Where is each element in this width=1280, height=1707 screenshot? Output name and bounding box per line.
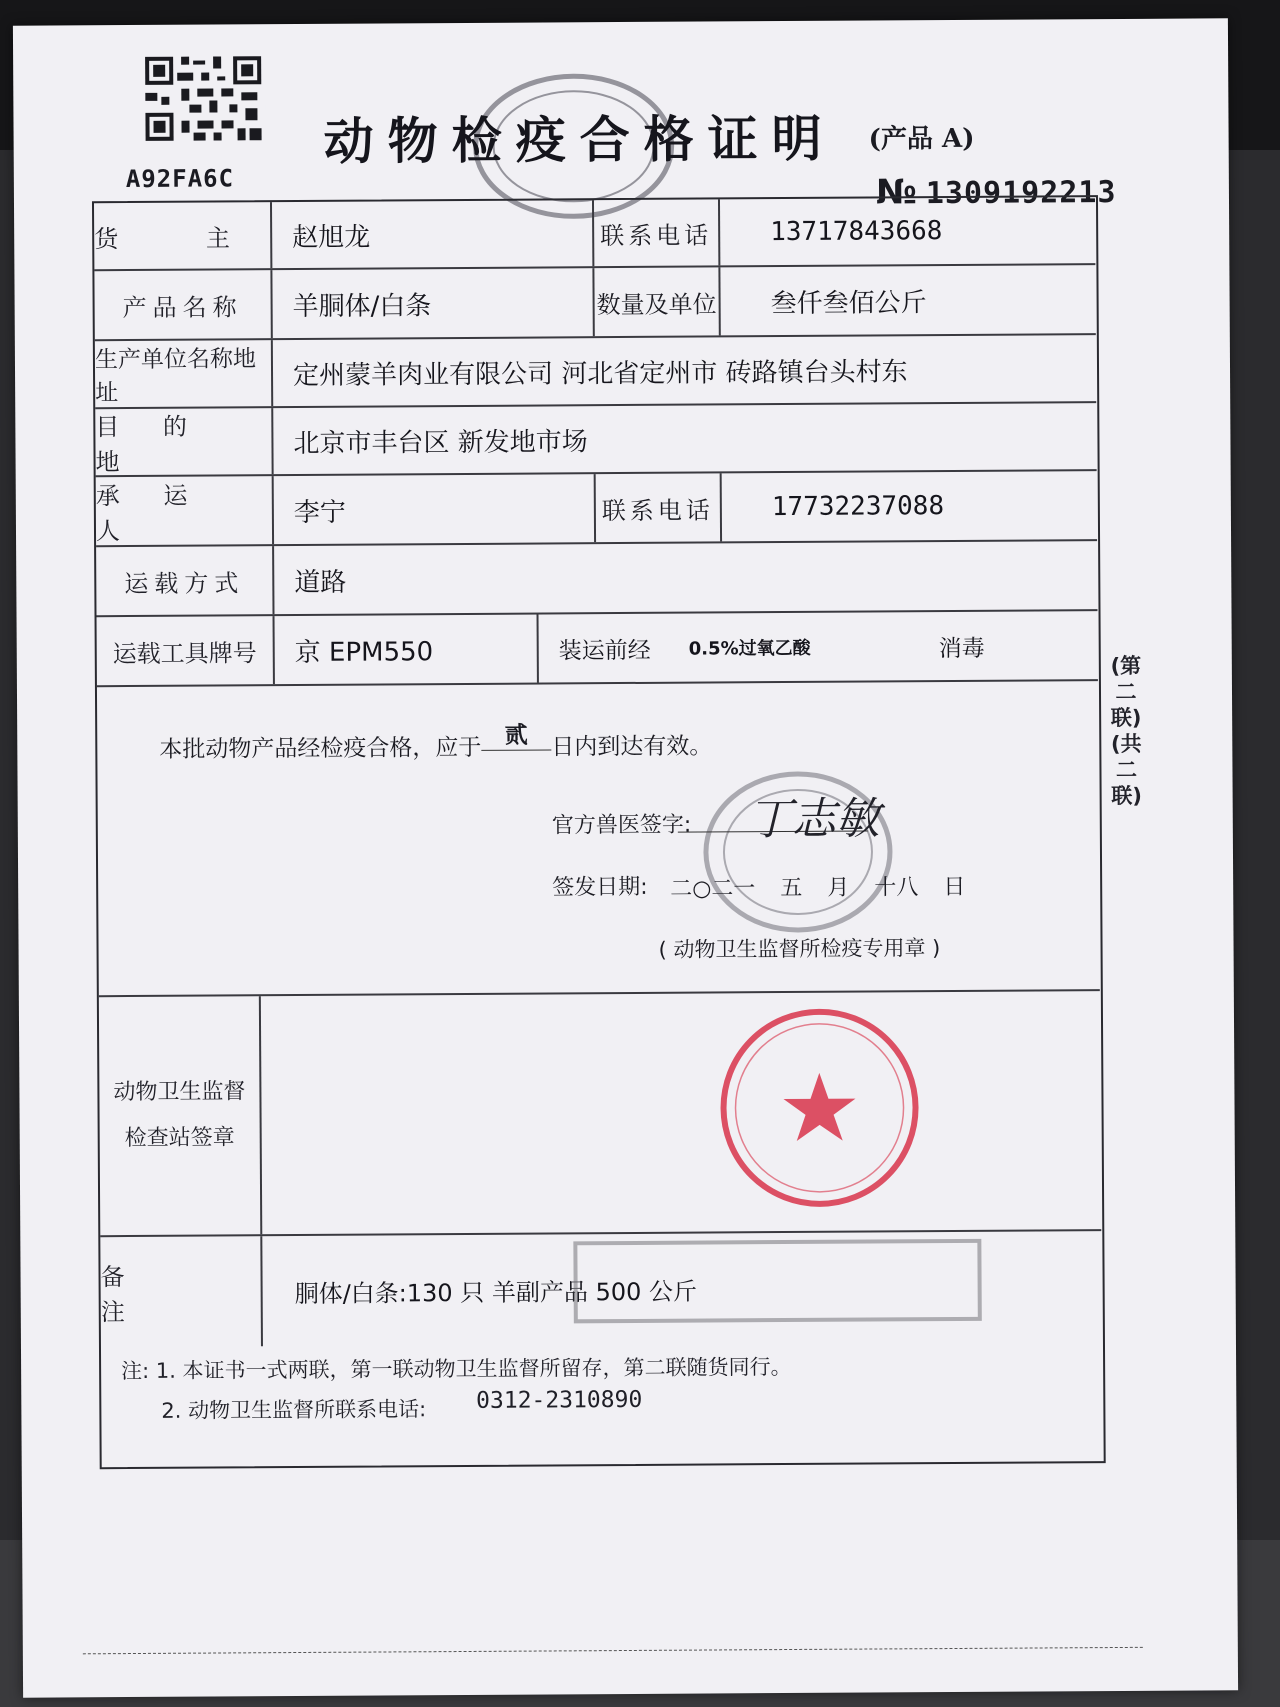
- disinfect-suffix: 消毒: [938, 635, 985, 662]
- validity-statement: [159, 722, 713, 764]
- transport-row: [96, 541, 1097, 617]
- plate-label: 运载工具牌号: [97, 616, 275, 685]
- transport-value: 道路: [294, 567, 347, 598]
- footnote-1: 注: 1. 本证书一式两联，第一联动物卫生监督所留存，第二联随货同行。: [121, 1354, 792, 1384]
- owner-phone: 13717843668: [770, 216, 943, 248]
- owner-value: 赵旭龙: [292, 222, 371, 253]
- product-label: 产品名称: [94, 270, 272, 339]
- issue-date-label: 签发日期:: [552, 874, 648, 901]
- station-label: [99, 996, 262, 1235]
- producer-value: 定州蒙羊肉业有限公司 河北省定州市 砖路镇台头村东: [292, 356, 908, 391]
- footnote-2-phone: 0312-2310890: [476, 1386, 643, 1414]
- grey-rectangle-stamp-icon: [572, 1238, 983, 1325]
- bottom-perforation-line: [83, 1647, 1143, 1654]
- producer-row: [95, 335, 1096, 409]
- carrier-phone: 17732237088: [771, 491, 945, 523]
- validity-prefix: 本批动物产品经检疫合格，应于: [159, 734, 482, 763]
- serial-number-value: 1309192213: [925, 174, 1117, 212]
- owner-label: 货 主: [94, 202, 272, 269]
- carrier-label: 承 运 人: [96, 476, 274, 545]
- quantity-label: 数量及单位: [592, 267, 720, 336]
- company-red-seal-icon: [714, 1002, 925, 1213]
- disinfect-agent: 0.5%过氧乙酸: [688, 637, 811, 660]
- plate-value: 京 EPM550: [275, 615, 539, 685]
- carrier-row: [96, 471, 1097, 547]
- carrier-value: 李宁: [293, 497, 346, 528]
- validity-suffix: 日内到达有效。: [551, 733, 713, 761]
- product-value: 羊胴体/白条: [292, 290, 432, 322]
- owner-phone-label: 联系电话: [592, 199, 720, 266]
- transport-label: 运载方式: [96, 546, 274, 615]
- vet-signature: 丁志敏: [747, 793, 880, 846]
- disinfect-label: 装运前经: [558, 637, 651, 664]
- station-label-line1: 动物卫生监督: [113, 1079, 246, 1106]
- serial-prefix: №: [875, 172, 918, 213]
- certificate-table: [92, 195, 1106, 1469]
- destination-label: 目 的 地: [95, 408, 273, 475]
- remark-label: 备注: [100, 1236, 263, 1347]
- certification-area: [97, 681, 1100, 997]
- document-title: 动物检疫合格证明: [323, 108, 836, 171]
- carrier-phone-label: 联系电话: [594, 473, 722, 542]
- qr-code-icon: [141, 52, 266, 145]
- document-code-id: A92FA6C: [125, 164, 235, 194]
- product-row: [94, 265, 1095, 341]
- station-sign-area: [99, 991, 1101, 1237]
- producer-label: 生产单位名称地址: [95, 340, 273, 407]
- remark-row: [100, 1231, 1102, 1347]
- owner-row: [94, 197, 1095, 271]
- station-label-line2: 检查站签章: [124, 1125, 235, 1152]
- document-title-suffix: (产品 A): [868, 123, 975, 155]
- issue-date: 二○二一 五 月 十八 日: [670, 874, 966, 902]
- footnote-2-text: 2. 动物卫生监督所联系电话:: [161, 1397, 427, 1423]
- copy-side-note: (第二联)(共二联): [1110, 653, 1143, 809]
- footnote-2: [121, 1387, 792, 1431]
- validity-days: 贰: [481, 716, 551, 750]
- plate-row: [97, 611, 1098, 687]
- stamp-note: ( 动物卫生监督所检疫专用章 ): [658, 936, 941, 962]
- destination-value: 北京市丰台区 新发地市场: [293, 426, 588, 459]
- footnotes: [121, 1347, 792, 1431]
- remark-value: 胴体/白条:130 只 羊副产品 500 公斤: [294, 1277, 698, 1308]
- destination-row: [95, 403, 1096, 477]
- certificate-paper: [13, 18, 1238, 1697]
- quantity-value: 叁仟叁佰公斤: [770, 287, 927, 319]
- vet-sign-label: 官方兽医签字:: [551, 812, 692, 839]
